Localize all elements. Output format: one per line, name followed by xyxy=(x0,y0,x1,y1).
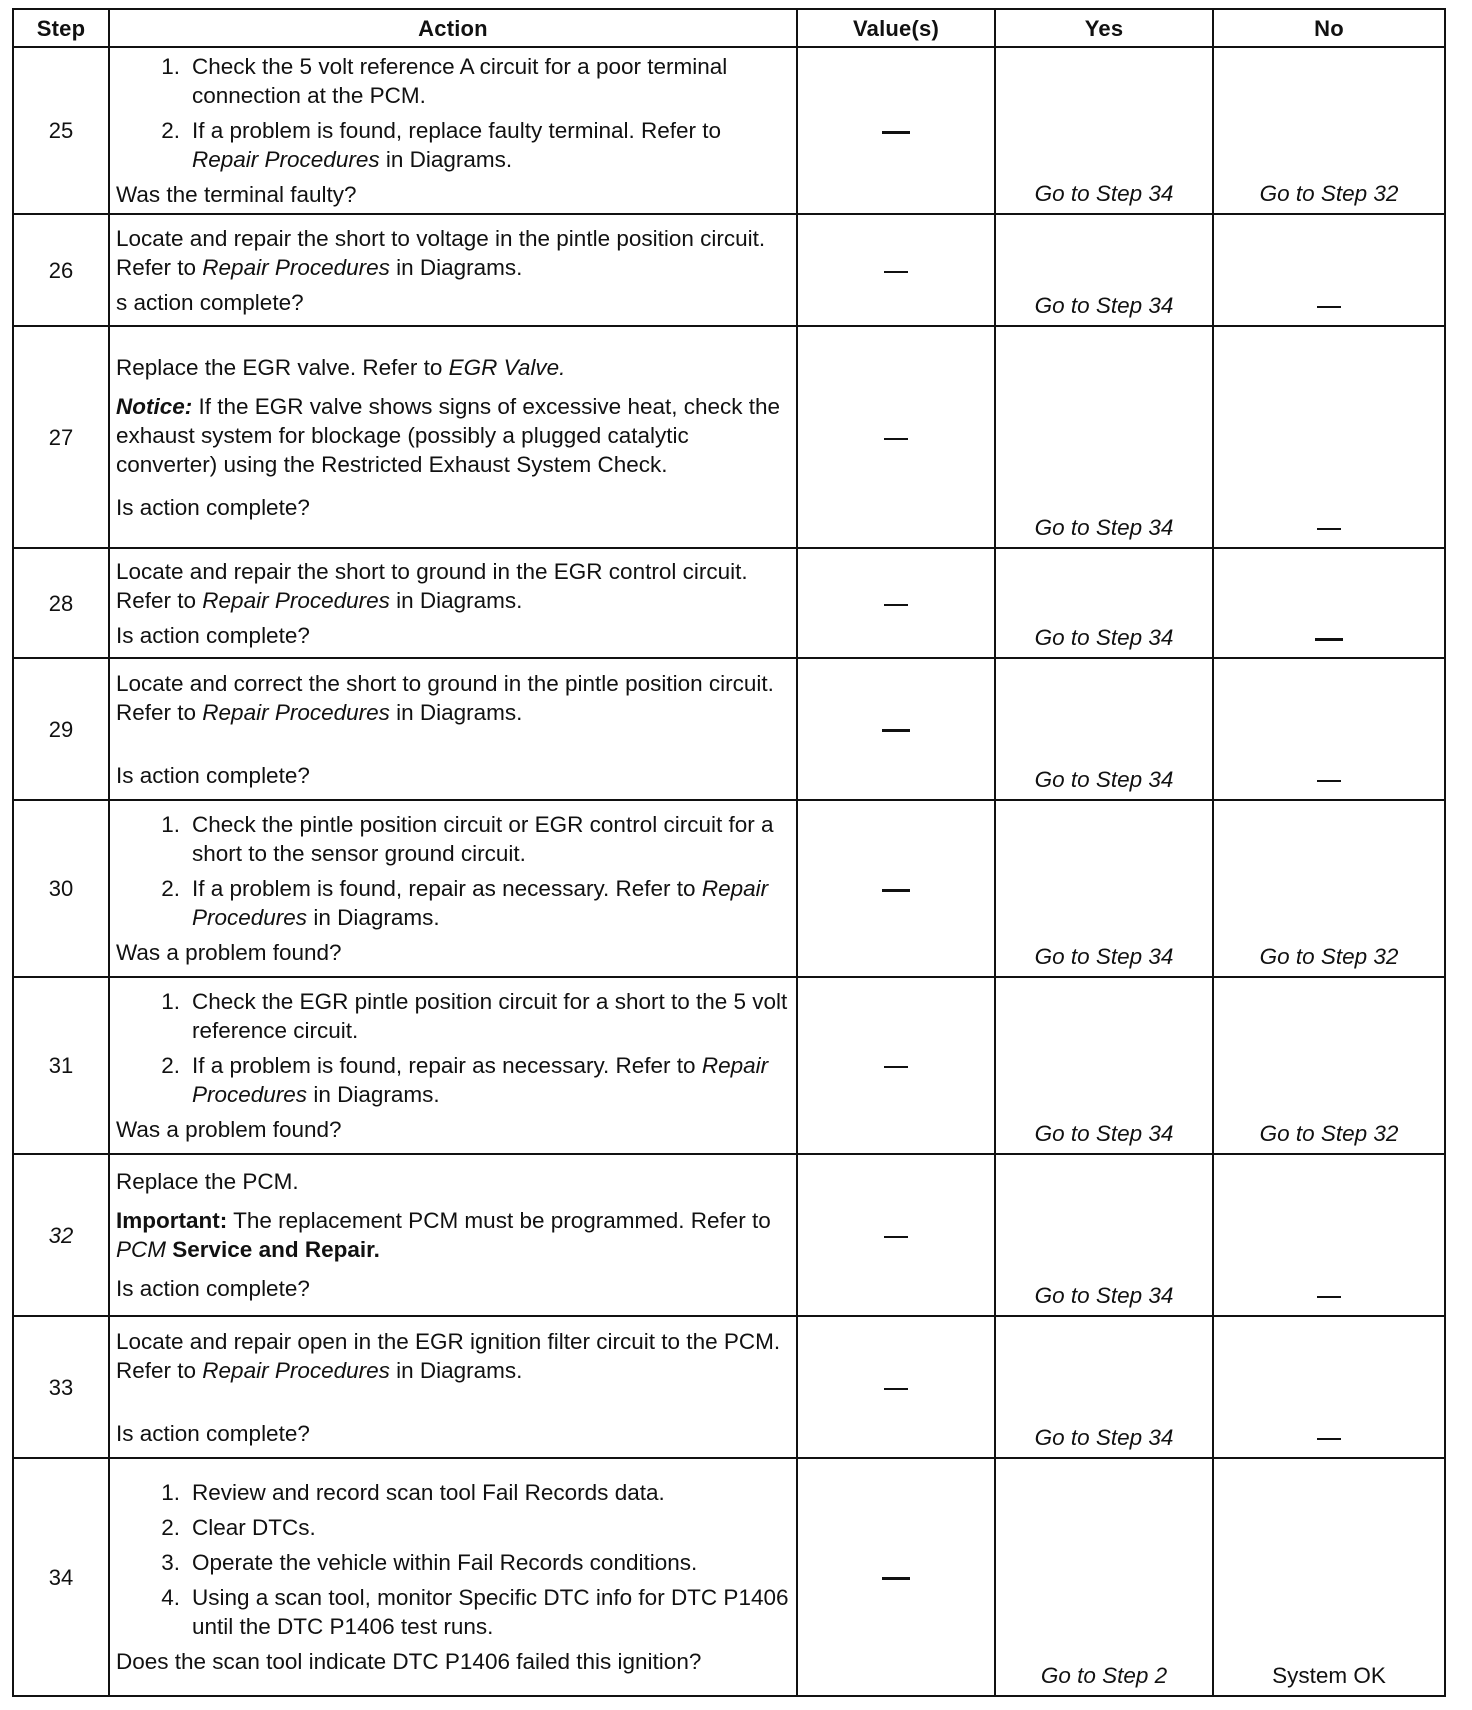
action-cell xyxy=(109,977,797,1154)
action-cell xyxy=(109,1154,797,1316)
step-number: 26 xyxy=(13,214,109,326)
question-text: Is action complete? xyxy=(116,1276,310,1301)
action-paragraph: Locate and repair the short to ground in the EGR control circuit. Refer to Repair Procedures in Diagrams. xyxy=(116,558,748,613)
action-paragraph: Replace the PCM. xyxy=(116,1169,299,1194)
em-dash xyxy=(884,1066,908,1068)
list-item: 1. Review and record scan tool Fail Records data. xyxy=(161,1480,665,1505)
table-row xyxy=(13,1316,1445,1458)
action-paragraph: Locate and correct the short to ground in the pintle position circuit. Refer to Repair Procedures in Diagrams. xyxy=(116,670,774,725)
no-cell: Go to Step 32 xyxy=(1213,800,1445,977)
list-item: 1. Check the EGR pintle position circuit for a short to the 5 volt reference circuit. xyxy=(161,989,788,1043)
table-row xyxy=(13,658,1445,800)
header-step: Step xyxy=(13,9,109,47)
table-row xyxy=(13,47,1445,214)
no-cell xyxy=(1213,548,1445,658)
repair-procedures-ref: Repair Procedures xyxy=(192,876,769,930)
yes-cell: Go to Step 34 xyxy=(995,977,1213,1154)
repair-procedures-ref: Repair Procedures xyxy=(202,699,390,725)
action-cell xyxy=(109,800,797,977)
important-paragraph: Important: The replacement PCM must be programmed. Refer to PCM Service and Repair. xyxy=(116,1208,771,1262)
question-text: Was a problem found? xyxy=(116,1117,342,1142)
list-item: 2. If a problem is found, repair as necessary. Refer to Repair Procedures in Diagrams. xyxy=(161,876,769,930)
repair-procedures-ref: Repair Procedures xyxy=(202,254,390,280)
list-item: 4. Using a scan tool, monitor Specific DTC info for DTC P1406 until the DTC P1406 test runs. xyxy=(161,1585,789,1639)
yes-cell: Go to Step 34 xyxy=(995,1154,1213,1316)
pcm-ref: PCM xyxy=(116,1237,166,1262)
em-dash xyxy=(884,438,908,440)
action-cell xyxy=(109,47,797,214)
em-dash xyxy=(882,889,910,892)
action-cell xyxy=(109,1316,797,1458)
em-dash xyxy=(882,131,910,134)
diagnostic-table-page xyxy=(12,8,1444,1697)
notice-label: Notice: xyxy=(116,393,193,419)
step-number: 30 xyxy=(13,800,109,977)
important-label: Important: xyxy=(116,1208,228,1233)
value-cell xyxy=(797,800,995,977)
em-dash xyxy=(1317,528,1341,530)
em-dash xyxy=(1315,638,1343,641)
action-cell xyxy=(109,548,797,658)
list-item: 2. Clear DTCs. xyxy=(161,1515,316,1540)
value-cell xyxy=(797,1458,995,1696)
yes-cell: Go to Step 34 xyxy=(995,326,1213,548)
notice-paragraph: Notice: If the EGR valve shows signs of excessive heat, check the exhaust system for blockage (possibly a plugged catalytic converter) using the Restricted Exhaust System Check. xyxy=(116,393,781,477)
em-dash xyxy=(882,729,910,732)
yes-cell: Go to Step 34 xyxy=(995,47,1213,214)
table-row xyxy=(13,326,1445,548)
no-cell xyxy=(1213,326,1445,548)
repair-procedures-ref: Repair Procedures xyxy=(192,147,380,172)
repair-procedures-ref: Repair Procedures xyxy=(202,1357,390,1383)
diagnostic-table xyxy=(12,8,1446,1697)
action-paragraph: Locate and repair open in the EGR ignition filter circuit to the PCM. Refer to Repair Procedures in Diagrams. xyxy=(116,1328,781,1383)
list-item: 1. Check the pintle position circuit or EGR control circuit for a short to the sensor ground circuit. xyxy=(161,812,774,866)
table-row xyxy=(13,977,1445,1154)
table-row xyxy=(13,548,1445,658)
repair-procedures-ref: Repair Procedures xyxy=(192,1053,769,1107)
service-and-repair-ref: Service and Repair. xyxy=(166,1237,380,1262)
action-steps xyxy=(116,1478,790,1641)
action-cell xyxy=(109,1458,797,1696)
no-cell xyxy=(1213,214,1445,326)
step-number: 32 xyxy=(13,1154,109,1316)
question-text: s action complete? xyxy=(116,289,304,315)
list-item: 2. If a problem is found, repair as necessary. Refer to Repair Procedures in Diagrams. xyxy=(161,1053,769,1107)
em-dash xyxy=(1317,780,1341,782)
em-dash xyxy=(882,1577,910,1580)
table-row xyxy=(13,1154,1445,1316)
question-text: Is action complete? xyxy=(116,1420,310,1446)
action-cell xyxy=(109,658,797,800)
value-cell xyxy=(797,658,995,800)
table-row xyxy=(13,800,1445,977)
step-number: 33 xyxy=(13,1316,109,1458)
action-paragraph: Locate and repair the short to voltage in the pintle position circuit. Refer to Repair Procedures in Diagrams. xyxy=(116,225,766,280)
repair-procedures-ref: Repair Procedures xyxy=(202,587,390,613)
no-cell xyxy=(1213,1316,1445,1458)
header-values: Value(s) xyxy=(797,9,995,47)
table-row xyxy=(13,214,1445,326)
egr-valve-ref: EGR Valve. xyxy=(448,354,566,380)
em-dash xyxy=(1317,1296,1341,1298)
em-dash xyxy=(884,1388,908,1390)
value-cell xyxy=(797,1316,995,1458)
value-cell xyxy=(797,47,995,214)
yes-cell: Go to Step 34 xyxy=(995,658,1213,800)
value-cell xyxy=(797,214,995,326)
action-steps xyxy=(116,810,790,932)
yes-cell: Go to Step 34 xyxy=(995,548,1213,658)
no-cell xyxy=(1213,658,1445,800)
em-dash xyxy=(884,604,908,606)
list-item: 3. Operate the vehicle within Fail Records conditions. xyxy=(161,1550,698,1575)
step-number: 31 xyxy=(13,977,109,1154)
question-text: Was a problem found? xyxy=(116,940,342,965)
table-row xyxy=(13,1458,1445,1696)
action-paragraph: Replace the EGR valve. Refer to EGR Valve. xyxy=(116,354,566,380)
step-number: 27 xyxy=(13,326,109,548)
em-dash xyxy=(884,1236,908,1238)
value-cell xyxy=(797,326,995,548)
no-cell xyxy=(1213,1154,1445,1316)
action-cell xyxy=(109,326,797,548)
yes-cell: Go to Step 34 xyxy=(995,1316,1213,1458)
header-row xyxy=(13,9,1445,47)
action-steps xyxy=(116,52,790,174)
em-dash xyxy=(1317,1438,1341,1440)
header-yes: Yes xyxy=(995,9,1213,47)
step-number: 29 xyxy=(13,658,109,800)
value-cell xyxy=(797,977,995,1154)
step-number: 25 xyxy=(13,47,109,214)
em-dash xyxy=(1317,306,1341,308)
question-text: Is action complete? xyxy=(116,494,310,520)
value-cell xyxy=(797,1154,995,1316)
yes-cell: Go to Step 34 xyxy=(995,214,1213,326)
step-number: 28 xyxy=(13,548,109,658)
em-dash xyxy=(884,271,908,273)
step-number: 34 xyxy=(13,1458,109,1696)
no-cell: Go to Step 32 xyxy=(1213,47,1445,214)
question-text: Is action complete? xyxy=(116,762,310,788)
header-no: No xyxy=(1213,9,1445,47)
header-action: Action xyxy=(109,9,797,47)
list-item: 2. If a problem is found, replace faulty terminal. Refer to Repair Procedures in Diagrams. xyxy=(161,118,722,172)
no-cell: Go to Step 32 xyxy=(1213,977,1445,1154)
list-item: 1. Check the 5 volt reference A circuit for a poor terminal connection at the PCM. xyxy=(161,54,728,108)
question-text: Does the scan tool indicate DTC P1406 failed this ignition? xyxy=(116,1649,702,1674)
value-cell xyxy=(797,548,995,658)
action-steps xyxy=(116,987,790,1109)
action-cell xyxy=(109,214,797,326)
yes-cell: Go to Step 34 xyxy=(995,800,1213,977)
question-text: Is action complete? xyxy=(116,622,310,648)
no-cell: System OK xyxy=(1213,1458,1445,1696)
question-text: Was the terminal faulty? xyxy=(116,182,357,207)
yes-cell: Go to Step 2 xyxy=(995,1458,1213,1696)
